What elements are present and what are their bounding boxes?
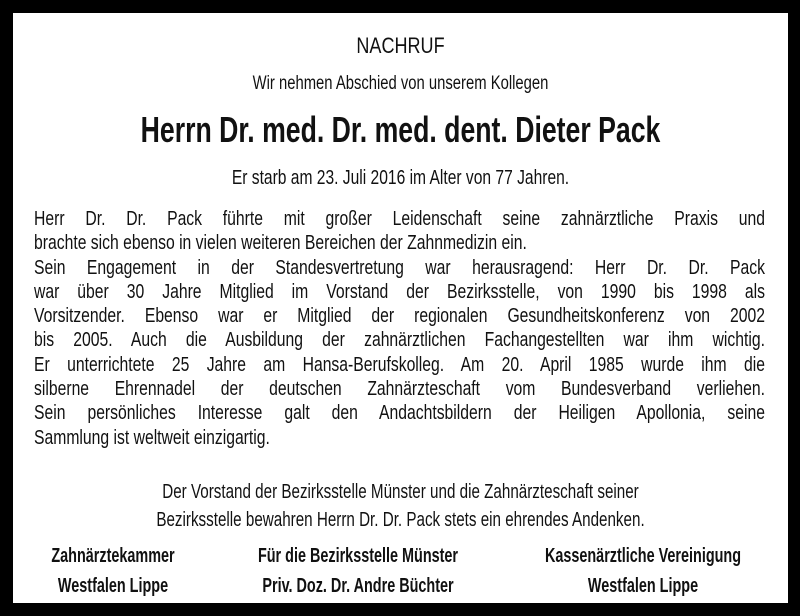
signature-region: Westfalen Lippe	[587, 575, 699, 597]
death-statement: Er starb am 23. Juli 2016 im Alter von 77 Jahren.	[231, 167, 570, 189]
signature-org: Kassenärztliche Vereinigung	[544, 545, 742, 567]
signature-org: Zahnärztekammer	[51, 545, 175, 567]
signature-zahnaerztekammer	[19, 541, 206, 601]
body-line: bis 2005. Auch die Ausbildung der zahnärztlichen Fachangestellten war ihm wichtig.	[34, 329, 765, 352]
signature-region: Westfalen Lippe	[57, 575, 169, 597]
body-line: Herr Dr. Dr. Pack führte mit großer Leidenschaft seine zahnärztliche Praxis und	[34, 208, 765, 230]
body-line: brachte sich ebenso in vielen weiteren Bereichen der Zahnmedizin ein.	[34, 232, 527, 255]
signature-bezirksstelle	[243, 541, 473, 601]
body-line: Sein persönliches Interesse galt den Andachtsbildern der Heiligen Apollonia, seine	[34, 402, 765, 425]
signature-kassenaerztliche	[524, 541, 762, 601]
signature-block	[13, 541, 788, 601]
body-line: Vorsitzender. Ebenso war er Mitglied der regionalen Gesundheitskonferenz von 2002	[34, 305, 765, 328]
obituary-notice	[13, 13, 788, 603]
closing-statement	[106, 478, 695, 534]
body-line: silberne Ehrennadel der deutschen Zahnärzteschaft vom Bundesverband verliehen.	[34, 378, 765, 401]
closing-line: Der Vorstand der Bezirksstelle Münster und die Zahnärzteschaft seiner	[162, 481, 639, 503]
body-line: war über 30 Jahre Mitglied im Vorstand der Bezirksstelle, von 1990 bis 1998 als	[34, 280, 765, 303]
deceased-name: Herrn Dr. med. Dr. med. dent. Dieter Pack	[140, 109, 661, 150]
obituary-body	[34, 207, 765, 450]
body-line: Sein Engagement in der Standesvertretung war herausragend: Herr Dr. Dr. Pack	[34, 256, 765, 279]
body-line: Sammlung ist weltweit einzigartig.	[34, 426, 270, 449]
notice-heading: NACHRUF	[356, 33, 445, 58]
signature-org: Für die Bezirksstelle Münster	[257, 545, 459, 567]
body-line: Er unterrichtete 25 Jahre am Hansa-Berufskolleg. Am 20. April 1985 wurde ihm die	[34, 353, 765, 376]
signature-person: Priv. Doz. Dr. Andre Büchter	[262, 575, 454, 597]
notice-subheading: Wir nehmen Abschied von unserem Kollegen	[252, 73, 549, 94]
closing-line: Bezirksstelle bewahren Herrn Dr. Dr. Pack stets ein ehrendes Andenken.	[156, 509, 645, 531]
